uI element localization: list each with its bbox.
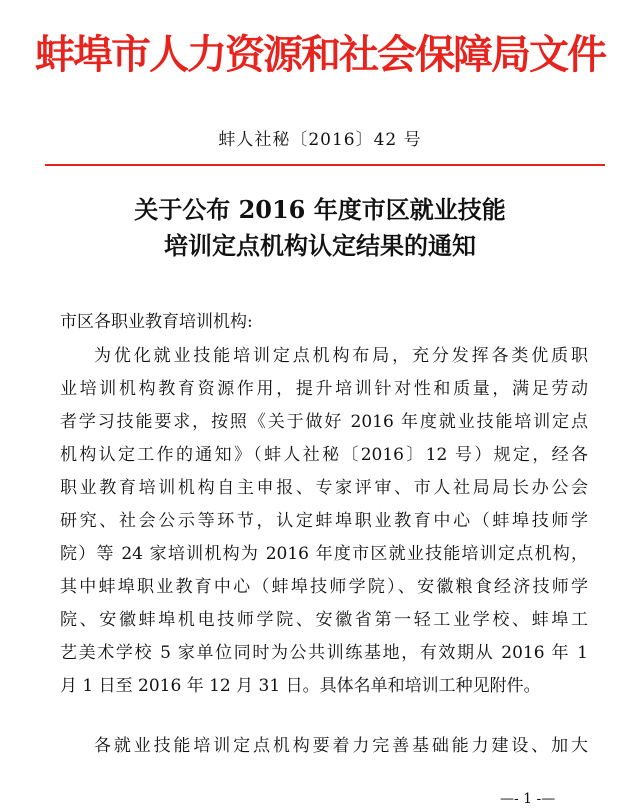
body-text-line: 业培训机构教育资源作用，提升培训针对性和质量，满足劳动: [60, 379, 588, 399]
body-text-line: 其中蚌埠职业教育中心（蚌埠技师学院）、安徽粮食经济技师学: [60, 577, 588, 597]
body-text-line: 各就业技能培训定点机构要着力完善基础能力建设、加大: [94, 736, 588, 756]
page-number: —- 1 -—: [500, 791, 556, 807]
document-title-line-2: 培训定点机构认定结果的通知: [164, 231, 476, 260]
body-text-line: 者学习技能要求，按照《关于做好 2016 年度就业技能培训定点: [60, 412, 588, 432]
body-text-line: 院、安徽蚌埠机电技师学院、安徽省第一轻工业学校、蚌埠工: [60, 610, 588, 630]
addressee: 市区各职业教育培训机构:: [60, 312, 253, 332]
body-text-line: 机构认定工作的通知》（蚌人社秘〔2016〕12 号）规定，经各: [60, 445, 588, 465]
body-text-line: 院）等 24 家培训机构为 2016 年度市区就业技能培训定点机构，: [60, 544, 588, 564]
body-text-line: 职业教育培训机构自主申报、专家评审、市人社局局长办公会: [60, 478, 588, 498]
body-text-line: 月 1 日至 2016 年 12 月 31 日。具体名单和培训工种见附件。: [60, 676, 541, 696]
agency-title: 蚌埠市人力资源和社会保障局文件: [35, 31, 605, 78]
document-number: 蚌人社秘〔2016〕42 号: [218, 130, 422, 150]
document-title-line-1: 关于公布 2016 年度市区就业技能: [134, 195, 506, 224]
red-divider-line: [45, 164, 605, 166]
body-text-line: 研究、社会公示等环节，认定蚌埠职业教育中心（蚌埠技师学: [60, 511, 588, 531]
body-text-line: 为优化就业技能培训定点机构布局，充分发挥各类优质职: [94, 346, 588, 366]
body-text-line: 艺美术学校 5 家单位同时为公共训练基地，有效期从 2016 年 1: [60, 643, 588, 663]
